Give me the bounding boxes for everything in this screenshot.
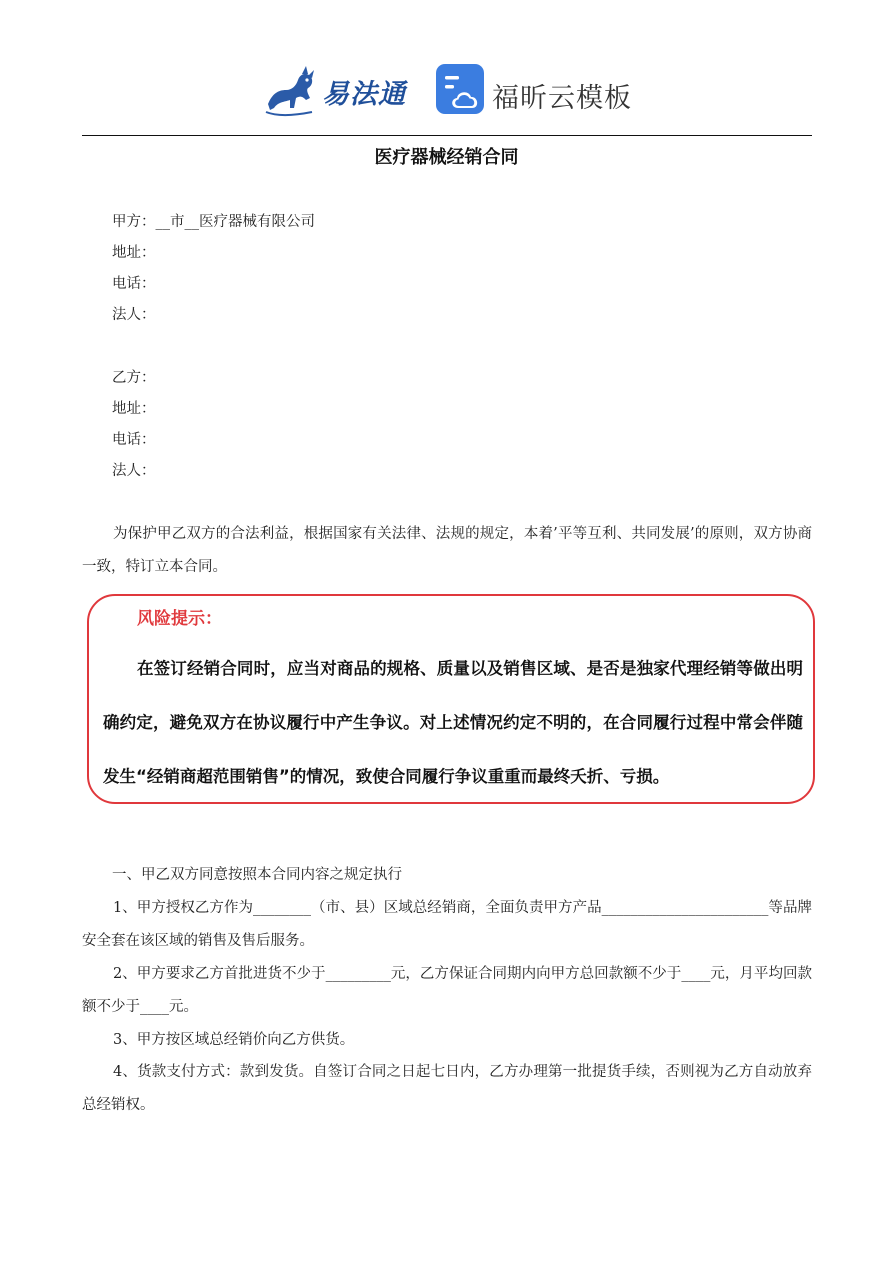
section1-item1: 1、甲方授权乙方作为________（市、县）区域总经销商，全面负责甲方产品_______________________等品牌安全套在该区域的销售及售后服务。 <box>82 900 812 949</box>
foxit-template-logo <box>436 64 636 120</box>
party-a-address: 地址： <box>112 245 156 261</box>
qilin-icon <box>262 64 320 120</box>
document-title: 医疗器械经销合同 <box>374 147 519 168</box>
party-b-legal: 法人： <box>112 463 156 479</box>
section1-heading: 一、甲乙双方同意按照本合同内容之规定执行 <box>112 867 402 883</box>
yifatong-brand-text: 易法通 <box>322 79 406 110</box>
foxit-template-brand-text: 福昕云模板 <box>492 83 632 114</box>
cloud-doc-icon <box>436 64 486 118</box>
risk-notice-body: 在签订经销合同时，应当对商品的规格、质量以及销售区域、是否是独家代理经销等做出明确约定，避免双方在协议履行中产生争议。对上述情况约定不明的，在合同履行过程中常会伴随发生“经销商超范围销售”的情况，致使合同履行争议重重而最终夭折、亏损。 <box>103 659 803 786</box>
risk-notice-title: 风险提示： <box>137 609 222 629</box>
party-a-name: 甲方：__市__医疗器械有限公司 <box>112 214 315 230</box>
section1-item4: 4、货款支付方式：款到发货。自签订合同之日起七日内，乙方办理第一批提货手续，否则视为乙方自动放弃总经销权。 <box>82 1064 812 1113</box>
party-a-legal: 法人： <box>112 307 156 323</box>
risk-notice-box <box>87 594 815 804</box>
party-a-phone: 电话： <box>112 276 156 292</box>
yifatong-logo <box>262 64 412 120</box>
header-divider <box>82 135 812 136</box>
intro-paragraph: 为保护甲乙双方的合法利益，根据国家有关法律、法规的规定，本着’平等互利、共同发展’的原则，双方协商一致，特订立本合同。 <box>82 526 812 575</box>
section1-item3: 3、甲方按区域总经销价向乙方供货。 <box>113 1032 355 1048</box>
header <box>0 58 893 128</box>
section1-item2: 2、甲方要求乙方首批进货不少于_________元，乙方保证合同期内向甲方总回款额不少于____元，月平均回款额不少于____元。 <box>82 966 812 1015</box>
party-b-phone: 电话： <box>112 432 156 448</box>
party-b-address: 地址： <box>112 401 156 417</box>
party-b-name: 乙方： <box>112 370 156 386</box>
